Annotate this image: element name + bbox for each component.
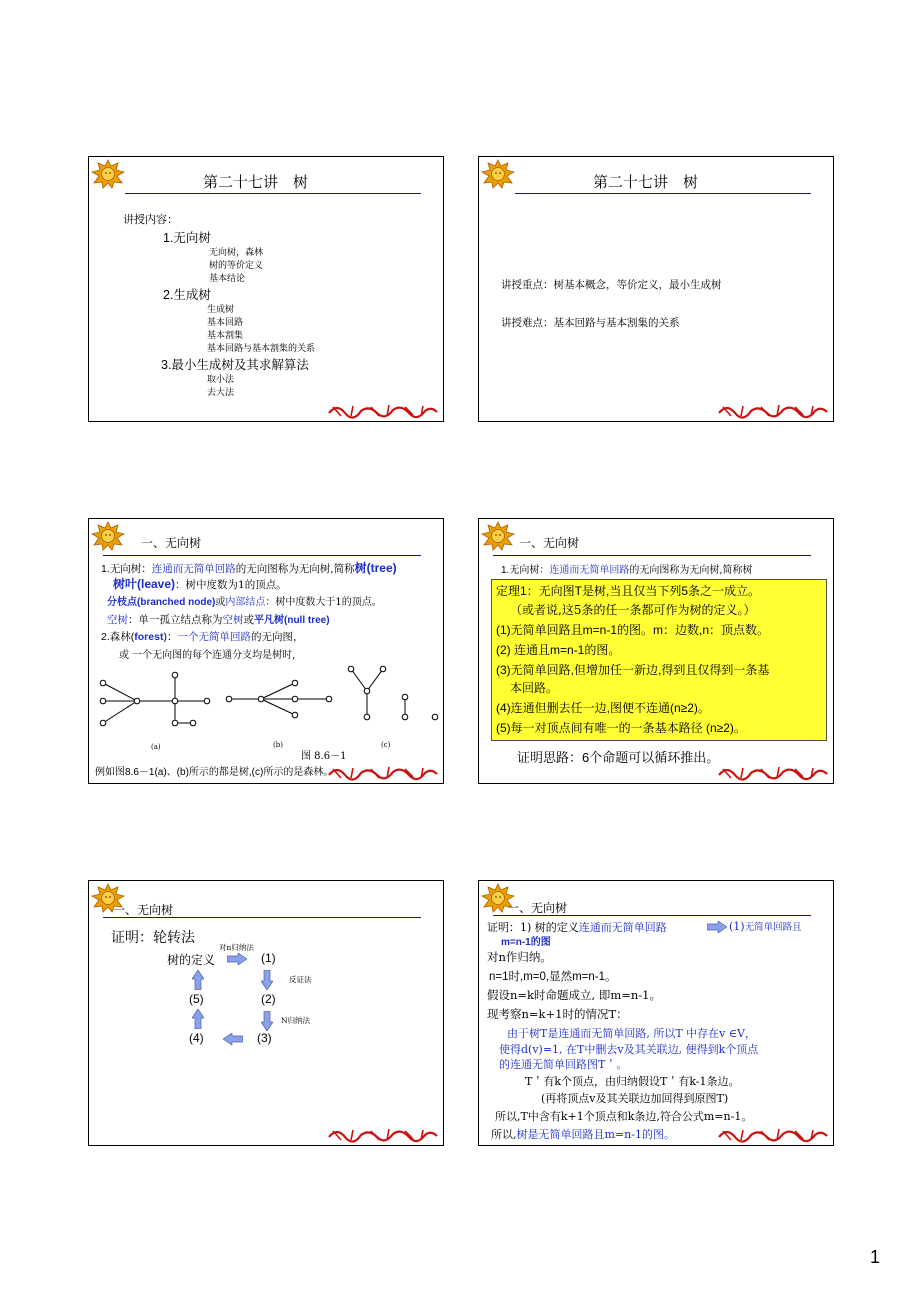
theorem-line: 定理1：无向图T是树,当且仅当下列5条之一成立。 bbox=[496, 584, 761, 598]
text-fragment: 连通而无简单回路 bbox=[151, 563, 236, 575]
section-heading: 3.最小生成树及其求解算法 bbox=[161, 358, 309, 372]
proof-line-1-target bbox=[729, 919, 802, 933]
calligraphy-logo-icon bbox=[327, 1125, 439, 1143]
text-fragment: ：树中度数为1的顶点。 bbox=[175, 579, 287, 591]
text-fragment: 平凡树(null tree) bbox=[254, 615, 330, 626]
forest-alt-definition: 或 一个无向图的每个连通分支均是树时, bbox=[119, 650, 296, 661]
arrow-up-icon bbox=[192, 970, 204, 990]
fig-label-b: (b) bbox=[273, 741, 283, 749]
section-item: 无向树，森林 bbox=[209, 248, 264, 258]
theorem-line: (1)无简单回路且m=n-1的图。m：边数,n：顶点数。 bbox=[496, 623, 770, 637]
figure-example-text: 例如图8.6－1(a)、(b)所示的都是树,(c)所示的是森林。 bbox=[95, 767, 334, 778]
definition-branch-node bbox=[107, 593, 382, 608]
proof-line: 所以,T中含有k+1个顶点和k条边,符合公式m=n-1。 bbox=[495, 1110, 753, 1123]
proposition-5: (5) bbox=[189, 992, 204, 1006]
proposition-4: (4) bbox=[189, 1031, 204, 1045]
definition-leaf bbox=[113, 575, 287, 592]
section-item: 基本割集 bbox=[207, 331, 244, 341]
definition-tree bbox=[101, 559, 397, 576]
text-fragment: 或 bbox=[215, 597, 226, 608]
text-fragment: 树是无简单回路且m=n-1的图。 bbox=[516, 1128, 675, 1141]
tree-definition-node: 树的定义 bbox=[167, 953, 216, 967]
text-fragment: 1.无向树： bbox=[501, 565, 550, 576]
text-fragment: 或 bbox=[243, 614, 254, 626]
calligraphy-logo-icon bbox=[327, 401, 439, 419]
text-fragment: 分枝点(branched node) bbox=[107, 597, 216, 608]
university-calligraphy-logo bbox=[717, 1125, 829, 1143]
section-item: 取小法 bbox=[207, 375, 235, 385]
slide-title: 一、无向树 bbox=[507, 901, 568, 915]
text-fragment: 连通而无简单回路 bbox=[549, 565, 630, 576]
proof-line: 现考察n=k+1时的情况T： bbox=[487, 1007, 628, 1021]
text-fragment: )： bbox=[163, 631, 178, 643]
text-fragment: 空树 bbox=[222, 614, 244, 626]
slide-5 bbox=[88, 880, 444, 1146]
n-induction-label: N归纳法 bbox=[281, 1016, 311, 1025]
section-item: 基本回路与基本割集的关系 bbox=[207, 344, 316, 354]
text-fragment: ：树中度数大于1的顶点。 bbox=[265, 597, 382, 608]
proof-line-1-cont: m=n-1的图 bbox=[501, 937, 551, 948]
proof-line: 由于树T是连通而无简单回路, 所以T 中存在v ∈V， bbox=[507, 1027, 756, 1040]
section-item: 生成树 bbox=[207, 305, 235, 315]
slide-4 bbox=[478, 518, 834, 784]
text-fragment: 1.无向树： bbox=[101, 563, 152, 575]
forest-c-vertices bbox=[348, 666, 438, 720]
slide-1 bbox=[88, 156, 444, 422]
section-item: 基本结论 bbox=[209, 274, 246, 284]
arrow-right-icon bbox=[707, 921, 727, 933]
theorem-line: (5)每一对顶点间有唯一的一条基本路径 (n≥2)。 bbox=[496, 721, 746, 735]
section-item: 树的等价定义 bbox=[209, 261, 264, 271]
arrow-up-icon bbox=[192, 1009, 204, 1029]
tree-a-vertices bbox=[100, 672, 210, 726]
arrow-right-icon bbox=[227, 953, 247, 965]
fig-label-a: (a) bbox=[151, 743, 161, 751]
calligraphy-logo-icon bbox=[717, 763, 829, 781]
section-heading: 2.生成树 bbox=[163, 288, 211, 302]
key-points: 讲授重点：树基本概念，等价定义，最小生成树 bbox=[501, 279, 722, 291]
text-fragment: 一个无简单回路 bbox=[177, 631, 251, 643]
text-fragment: 树(tree) bbox=[354, 561, 397, 575]
difficult-points: 讲授难点：基本回路与基本割集的关系 bbox=[501, 317, 680, 329]
proof-idea: 证明思路：6个命题可以循环推出。 bbox=[517, 750, 720, 765]
definition-null-tree bbox=[107, 611, 330, 627]
induction-label: 对n归纳法 bbox=[219, 943, 254, 952]
university-calligraphy-logo bbox=[327, 1125, 439, 1143]
proposition-1: (1) bbox=[261, 951, 276, 965]
title-rule bbox=[515, 193, 811, 194]
slide-6 bbox=[478, 880, 834, 1146]
title-rule bbox=[493, 915, 811, 916]
section-heading: 1.无向树 bbox=[163, 231, 211, 245]
definition-forest bbox=[101, 629, 303, 644]
theorem-line: 本回路。 bbox=[510, 681, 559, 695]
calligraphy-logo-icon bbox=[717, 401, 829, 419]
proof-line: T＇有k个顶点，由归纳假设T＇有k-1条边。 bbox=[525, 1075, 740, 1088]
text-fragment: 连通而无简单回路 bbox=[578, 921, 667, 934]
university-calligraphy-logo bbox=[717, 401, 829, 419]
proof-line: (再将顶点v及其关联边加回得到原图T) bbox=[541, 1092, 729, 1105]
proof-line: 的连通无简单回路图T＇。 bbox=[499, 1058, 628, 1071]
university-sun-logo-icon bbox=[481, 159, 515, 189]
text-fragment: 内部结点 bbox=[225, 597, 266, 608]
slide-2 bbox=[478, 156, 834, 422]
proof-line: 对n作归纳。 bbox=[487, 950, 552, 964]
proof-conclusion bbox=[491, 1126, 675, 1142]
text-fragment: 证明：1) 树的定义 bbox=[487, 921, 579, 934]
proposition-3: (3) bbox=[257, 1031, 272, 1045]
text-fragment: 树叶(leave) bbox=[113, 577, 176, 591]
slide-3 bbox=[88, 518, 444, 784]
figure-trees-and-forest bbox=[89, 661, 443, 761]
page-number: 1 bbox=[869, 1247, 880, 1267]
contradiction-label: 反证法 bbox=[289, 975, 312, 984]
calligraphy-logo-icon bbox=[717, 1125, 829, 1143]
theorem-line: （或者说,这5条的任一条都可作为树的定义。） bbox=[510, 603, 756, 617]
text-fragment: forest bbox=[134, 631, 164, 643]
proof-line: 使得d(v)=1, 在T中删去v及其关联边, 便得到k个顶点 bbox=[499, 1043, 759, 1056]
intro-label: 讲授内容： bbox=[123, 213, 178, 226]
figure-caption: 图 8.6－1 bbox=[301, 751, 347, 762]
university-sun-logo-icon bbox=[91, 159, 125, 189]
title-rule bbox=[103, 555, 421, 556]
text-fragment: (1) bbox=[729, 920, 745, 933]
section-item: 去大法 bbox=[207, 388, 235, 398]
text-fragment: ：单一孤立结点称为 bbox=[128, 614, 223, 626]
proof-method: 证明：轮转法 bbox=[111, 930, 195, 946]
theorem-box bbox=[491, 579, 827, 741]
title-rule bbox=[125, 193, 421, 194]
text-fragment: 2.森林( bbox=[101, 631, 135, 643]
text-fragment: 空树 bbox=[107, 614, 128, 626]
university-calligraphy-logo bbox=[327, 763, 439, 781]
text-fragment: 的无向图称为无向树,简称 bbox=[235, 563, 355, 575]
theorem-line: (2) 连通且m=n-1的图。 bbox=[496, 643, 621, 657]
arrow-down-icon bbox=[261, 970, 273, 990]
title-rule bbox=[493, 555, 811, 556]
title-rule bbox=[103, 917, 421, 918]
university-sun-logo-icon bbox=[481, 521, 515, 551]
slide-title: 第二十七讲 树 bbox=[593, 173, 699, 191]
university-calligraphy-logo bbox=[717, 763, 829, 781]
theorem-line: (4)连通但删去任一边,图便不连通(n≥2)。 bbox=[496, 701, 710, 715]
proof-line: n=1时,m=0,显然m=n-1。 bbox=[489, 971, 617, 983]
text-fragment: 无简单回路且 bbox=[744, 922, 802, 933]
text-fragment: 的无向图， bbox=[250, 631, 304, 643]
tree-definition-line bbox=[501, 561, 753, 576]
fig-label-c: (c) bbox=[381, 741, 391, 749]
text-fragment: 所以, bbox=[491, 1128, 517, 1141]
university-sun-logo-icon bbox=[91, 521, 125, 551]
arrow-left-icon bbox=[223, 1033, 243, 1045]
slide-title: 一、无向树 bbox=[113, 903, 174, 917]
calligraphy-logo-icon bbox=[327, 763, 439, 781]
university-calligraphy-logo bbox=[327, 401, 439, 419]
proof-line: 假设n=k时命题成立, 即m=n-1。 bbox=[487, 988, 661, 1002]
proposition-2: (2) bbox=[261, 992, 276, 1006]
slide-title: 一、无向树 bbox=[519, 536, 580, 550]
section-item: 基本回路 bbox=[207, 318, 244, 328]
slide-title: 第二十七讲 树 bbox=[203, 173, 309, 191]
theorem-line: (3)无简单回路,但增加任一新边,得到且仅得到一条基 bbox=[496, 663, 770, 677]
text-fragment: 的无向图称为无向树,简称树 bbox=[629, 565, 753, 576]
slide-title: 一、无向树 bbox=[141, 536, 202, 550]
arrow-down-icon bbox=[261, 1011, 273, 1031]
